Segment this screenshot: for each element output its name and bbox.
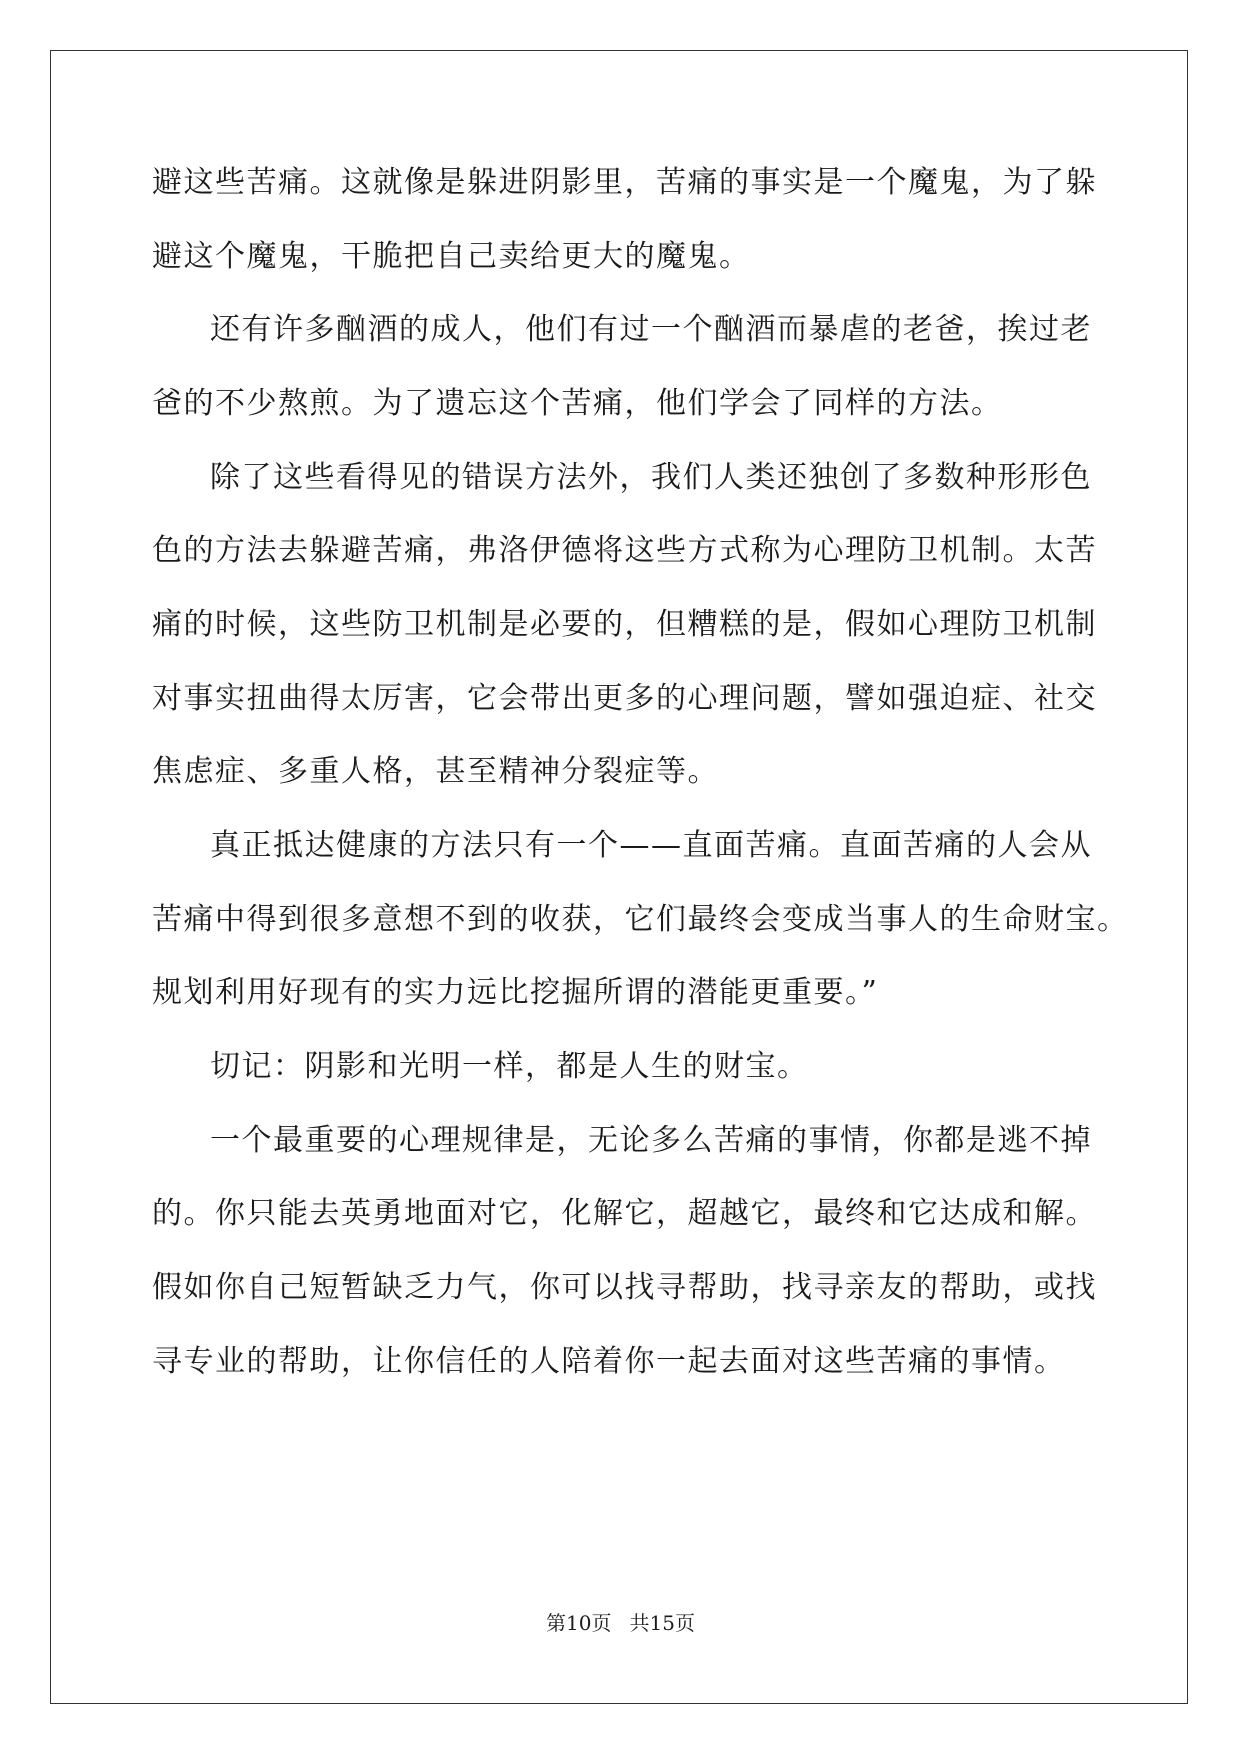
text-line: 焦虑症、多重人格，甚至精神分裂症等。 bbox=[152, 754, 719, 789]
paragraph-start-line: 一个最重要的心理规律是，无论多么苦痛的事情，你都是逃不掉 bbox=[210, 1123, 1092, 1158]
text-line: 假如你自己短暂缺乏力气，你可以找寻帮助，找寻亲友的帮助，或找 bbox=[152, 1270, 1097, 1305]
paragraph-start-line: 切记：阴影和光明一样，都是人生的财宝。 bbox=[210, 1049, 809, 1084]
text-line: 对事实扭曲得太厉害，它会带出更多的心理问题，譬如强迫症、社交 bbox=[152, 681, 1097, 716]
paragraph-start-line: 真正抵达健康的方法只有一个——直面苦痛。直面苦痛的人会从 bbox=[210, 828, 1092, 863]
text-line: 苦痛中得到很多意想不到的收获，它们最终会变成当事人的生命财宝。 bbox=[152, 902, 1129, 937]
text-line: 爸的不少熬煎。为了遗忘这个苦痛，他们学会了同样的方法。 bbox=[152, 386, 1003, 421]
page-footer bbox=[0, 1607, 1241, 1636]
text-line: 的。你只能去英勇地面对它，化解它，超越它，最终和它达成和解。 bbox=[152, 1196, 1097, 1231]
text-line: 规划利用好现有的实力远比挖掘所谓的潜能更重要。” bbox=[152, 975, 879, 1010]
paragraph-start-line: 还有许多酗酒的成人，他们有过一个酗酒而暴虐的老爸，挨过老 bbox=[210, 312, 1092, 347]
page-border bbox=[50, 50, 1188, 1704]
paragraph-start-line: 除了这些看得见的错误方法外，我们人类还独创了多数种形形色 bbox=[210, 460, 1092, 495]
page-number-current: 第10页 bbox=[546, 1611, 612, 1635]
text-line: 痛的时候，这些防卫机制是必要的，但糟糕的是，假如心理防卫机制 bbox=[152, 607, 1097, 642]
text-line: 色的方法去躲避苦痛，弗洛伊德将这些方式称为心理防卫机制。太苦 bbox=[152, 533, 1097, 568]
text-line: 避这个魔鬼，干脆把自己卖给更大的魔鬼。 bbox=[152, 239, 751, 274]
page-number-total: 共15页 bbox=[629, 1611, 695, 1635]
text-line: 避这些苦痛。这就像是躲进阴影里，苦痛的事实是一个魔鬼，为了躲 bbox=[152, 165, 1097, 200]
text-line: 寻专业的帮助，让你信任的人陪着你一起去面对这些苦痛的事情。 bbox=[152, 1344, 1066, 1379]
